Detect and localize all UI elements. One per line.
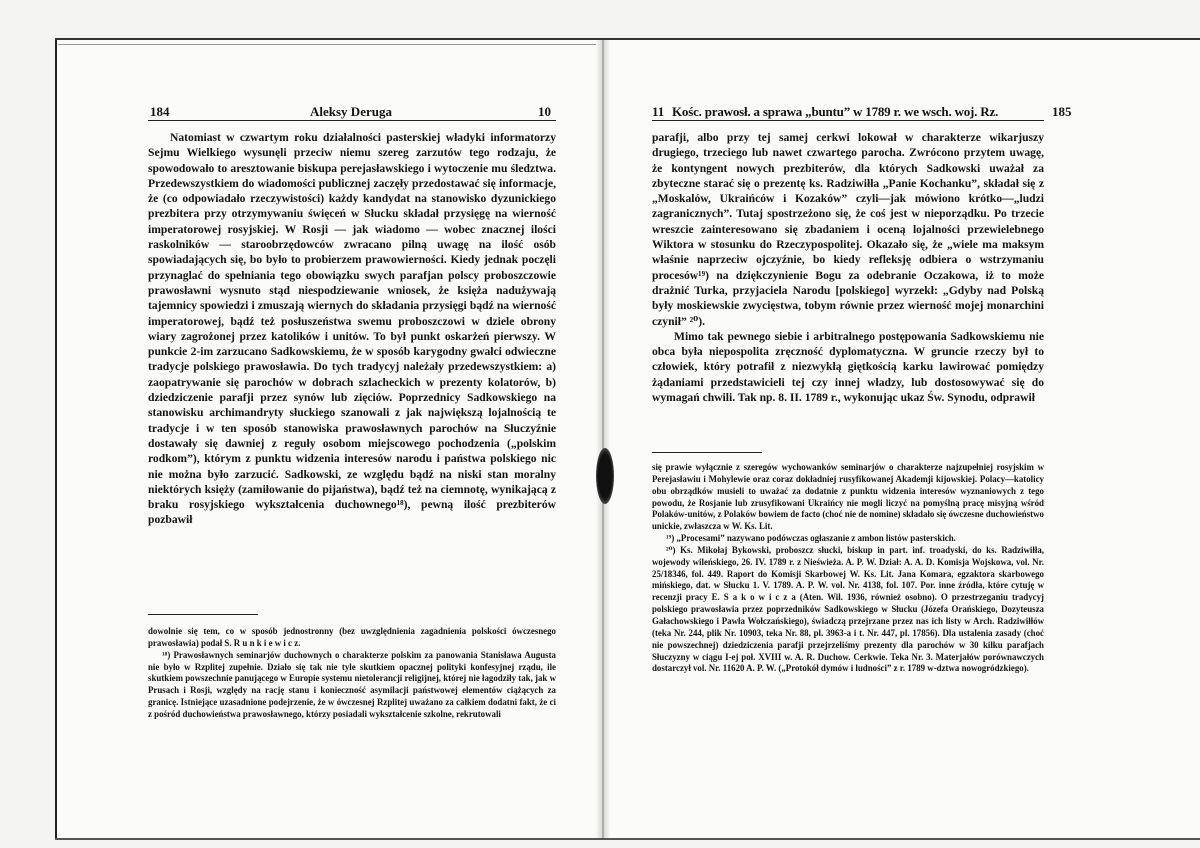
footnote-18: ¹⁸) Prawosławnych seminarjów duchownych o charakterze polskim za panowania Stanisława Augusta nie było w Rzplitej zupełnie. Działo się tak nie tyle skutkiem opacznej polityki konfesyjnej rządu, ile skutkiem powszechnie panującego w Europie systemu nietolerancji religijnej, której nie łagodziły tak, jak w Prusach i Rosji, względy na rację stanu i konieczność asymilacji państwowej elementów ciążących za granicę. Istniejące uzasadnione podejrzenie, że w ówczesnej Rzplitej uważano za całkiem dodatni fakt, że ci z pośród duchowieństwa prawosławnego, którzy posiadali wykształcenie szkolne, rekrutowali: [148, 649, 556, 719]
left-section-number: 10: [538, 104, 551, 119]
right-paragraph: Mimo tak pewnego siebie i arbitralnego postępowania Sadkowskiemu nie obca była niepospolita zręczność dyplomatyczna. W gruncie rzeczy był to człowiek, który potrafił z niezwykłą giętkością karku lawirować pomiędzy żądaniami przedstawicieli tej czy innej władzy, lub dostosowywać się do wymagań chwili. Tak np. 8. II. 1789 r., wykonując ukaz Św. Synodu, odprawił: [652, 329, 1044, 405]
right-footnote-rule: [652, 452, 762, 453]
right-page-number: 185: [1052, 104, 1072, 119]
left-footnotes: [148, 626, 556, 721]
right-section-number: 11: [652, 104, 665, 119]
book-gutter: [596, 40, 610, 840]
left-body-text: [148, 130, 556, 528]
right-paragraph: parafji, albo przy tej samej cerkwi lokował w charakterze wikarjuszy drugiego, trzeciego lub nawet czwartego parocha. Zwrócono przytem uwagę, że kontyngent nowych prezbiterów, dla których Sadkowski uważał za zbyteczne starać się o prezentę ks. Radziwiłła „Panie Kochanku”, składał się z „Moskalów, Ukraińców i Kozaków” czyli—jak mówiono krótko—„ludzi zagranicznych”. Tutaj spostrzeżono się, że coś jest w nieporządku. Po trzecie wreszcie zainteresowano się zbadaniem i oceną lojalności przewielebnego Wiktora w stosunku do Rzeczypospolitej. Okazało się, że „wiele ma maksym właśnie naprzeciw ojczyźnie, bo kiedy refleksję odbiera o wstrzymaniu procesów¹⁹) na dziękczynienie Bogu za odebranie Oczakowa, iż to może drażnić Turka, przyjaciela Narodu [polskiego] wyrzekł: „Gdyby nad Polską były moskiewskie zwycięstwa, tobym równie przez wierność mojej monarchini czynił” ²⁰).: [652, 131, 1044, 328]
left-footnote-rule: [148, 614, 258, 615]
bottom-page-edge: [55, 838, 1200, 840]
top-page-edge-inner: [58, 44, 598, 45]
left-page-number: 184: [150, 104, 170, 119]
left-running-head: Aleksy Deruga: [310, 104, 392, 119]
left-paragraph: Natomiast w czwartym roku działalności pasterskiej władyki informatorzy Sejmu Wielkiego wysunęli przeciw niemu szereg zarzutów tego rodzaju, że spowodowało to aresztowanie biskupa perejasławskiego i wytoczenie mu śledztwa. Przedewszystkiem do wiadomości publicznej zaczęły przedostawać się informacje, że (co odpowiadało rzeczywistości) każdy kandydat na stanowisko dyzunickiego prezbitera przy otrzymywaniu święceń w Słucku składał przysięgę na wierność imperatorowej rosyjskiej. W Rosji — jak wiadomo — wobec znacznej ilości raskolników — staroobrzędowców zwracano pilną uwagę na ilość osób spowiadających się, bo było to probierzem prawowierności. Kiedy jednak poczęli przynaglać do spełniania tego obowiązku swych parafjan polscy proboszczowie prawosławni wysnuto stąd niespodziewanie wniosek, że księża nadużywają tajemnicy spowiedzi i zmuszają wiernych do składania przysięgi bądź na wierność imperatorowej, bądź też posłuszeństwa swemu proboszczowi w dziele obrony wiary zagrożonej przez katolików i unitów. To był punkt oskarżeń pierwszy. W punkcie 2-im zarzucano Sadkowskiemu, że w sposób karygodny gwałci odwieczne tradycje polskiego prawosławia. Do tych tradycyj należały przedewszystkiem: a) zaopatrywanie się parochów w dobrach szlacheckich w prezenty kolatorów, b) dziedziczenie parafji przez synów lub zięciów. Poprzednicy Sadkowskiego na stanowisku archimandryty słuckiego szanowali z jak największą lojalnością te tradycje i w ten sposób stanowiska prawosławnych parochów na Słuczyźnie dostawały się dawniej z reguły osobom miejscowego pochodzenia („polskim rodkom”), którym z punktu widzenia interesów narodu i państwa polskiego nic nie można było zarzucić. Sadkowski, ze względu bądź na niski stan moralny niektórych księży (zamiłowanie do pijaństwa), bądź też na ciemnotę, wynikającą z braku rosyjskiego wykształcenia duchownego¹⁸), pewną ilość prezbiterów pozbawił: [148, 131, 556, 527]
left-header-rule: [148, 120, 556, 121]
right-header-rule: [652, 120, 1044, 121]
right-footnote-continuation: się prawie wyłącznie z szeregów wychowanków seminarjów o charakterze najzupełniej rosyjskim w Perejasławiu i Mohylewie oraz coraz dokładniej rusyfikowanej Akademji kijowskiej. Polacy—katolicy obu obrządków musieli to uważać za dodatnie z punktu widzenia interesów wyznaniowych z tego powodu, że Rosjanie lub zrusyfikowani Ukraińcy nie mogli liczyć na pomyślną pracę misyjną wśród Polaków-unitów, z Polaków bowiem de facto (choć nie de nomine) składało się ówczesne duchowieństwo unickie, zwłaszcza w W. Ks. Lit.: [652, 462, 1044, 532]
right-body-text: [652, 130, 1044, 405]
left-footnote-continuation: dowolnie się tem, co w sposób jednostronny (bez uwzględnienia zagadnienia polskości ówczesnego prawosławia) podał S. R u n k i e w i c z.: [148, 626, 556, 648]
right-footnotes: [652, 462, 1044, 675]
right-running-head: Kośc. prawosł. a sprawa „buntu” w 1789 r. we wsch. woj. Rz.: [672, 104, 999, 119]
top-page-edge: [55, 38, 1200, 40]
footnote-19: ¹⁹) „Procesami” nazywano podówczas ogłaszanie z ambon listów pasterskich.: [666, 533, 956, 544]
footnote-20: ²⁰) Ks. Mikołaj Bykowski, proboszcz słucki, biskup in part. inf. troadyski, do ks. Radziwiłła, wojewody wileńskiego, 26. IV. 1789 r. z Nieświeża. A. P. W. Dział: A. A. D. Komisja Wojskowa, vol. Nr. 25/18346, fol. 449. Raport do Komisji Skarbowej W. Ks. Lit. Jana Komara, egzaktora skarbowego mińskiego, dat. w Słucku 1. V. 1789. A. P. W. vol. Nr. 4138, fol. 107. Por. inne źródła, które cytuję w recenzji pracy E. S a k o w i c z a (Aten. Wil. 1936, również osobno). O przestrzeganiu tradycyj polskiego prawosławia przez poprzedników Sadkowskiego w Słucku (Józefa Orańskiego, Dozyteusza Gałachowskiego i Pawła Wołczańskiego), świadczą przejrzane przez nas ich listy w Arch. Radziwiłłów (teka Nr. 244, plik Nr. 10903, teka Nr. 88, pl. 3963-a i t. Nr. 447, pl. 17856). Dla ustalenia zasady (choć nie powszechnej) dziedziczenia parafji przejrzeliśmy prezenty dla parochów w 30 kilku parafjach Słuczyzny w ciągu I-ej poł. XVIII w. A. R. Duchow. Cerkwie. Teka Nr. 3. Materjałów porównawczych dostarczył vol. Nr. 11620 A. P. W. („Protokół dymów i ludności” z r. 1789 w-dztwa nowogródzkiego).: [652, 544, 1044, 674]
binding-hole: [596, 448, 614, 504]
